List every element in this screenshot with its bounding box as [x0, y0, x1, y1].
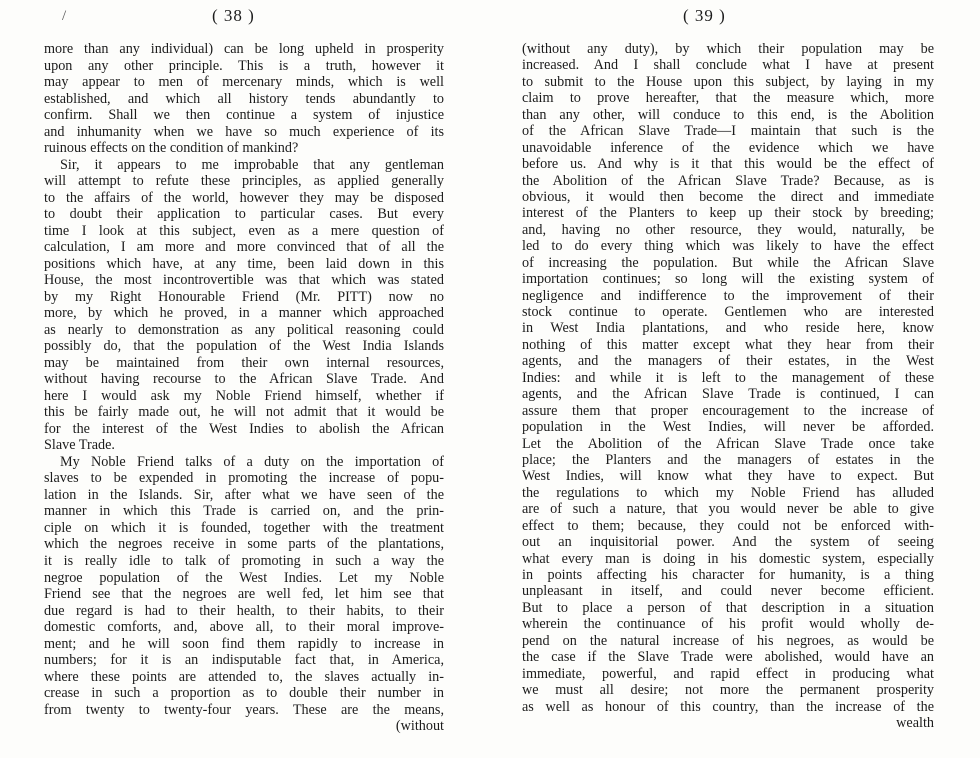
text-line: importation continues; so long will the existing system of: [522, 271, 934, 288]
text-line: stock continue to operate. Gentlemen who are interested: [522, 304, 934, 320]
text-line: to doubt their application to particular cases. But every: [44, 206, 444, 223]
text-line: as nearly to demonstration as any political reasoning could: [44, 321, 444, 338]
text-line: increased. And I shall conclude what I have at present: [522, 57, 934, 74]
text-line: here I would ask my Noble Friend himself, whether if: [44, 387, 444, 404]
text-line: may appear to men of mercenary minds, which is well: [44, 74, 444, 91]
text-line: and inhumanity when we have so much experience of its: [44, 123, 444, 140]
text-line: before us. And why is it that this would be the effect of: [522, 156, 934, 173]
text-line: of the African Slave Trade—I maintain that such is the: [522, 123, 934, 140]
text-line: more, by which he proved, in a manner which approached: [44, 305, 444, 322]
text-line: calculation, I am more and more convinced that of all the: [44, 239, 444, 256]
text-line: ruinous effects on the condition of mankind?: [44, 140, 299, 157]
text-line: time I look at this subject, even as a mere question of: [44, 222, 444, 239]
text-line: manner in which this Trade is carried on, and the prin-: [44, 503, 444, 520]
text-line: and, having no other resource, they would, naturally, be: [522, 221, 934, 238]
text-line: for the interest of the West Indies to abolish the African: [44, 420, 444, 437]
text-line: agents, and the managers of their estates, in the West: [522, 353, 934, 370]
text-line: due regard is had to their health, to their habits, to their: [44, 602, 444, 619]
text-line: ment; and he will soon find them rapidly to increase in: [44, 635, 444, 652]
text-line: My Noble Friend talks of a duty on the importation of: [60, 453, 444, 470]
text-line: slaves to be expended in promoting the increase of popu-: [44, 470, 444, 487]
text-line: without having recourse to the African Slave Trade. And: [44, 371, 444, 388]
text-line: ciple on which it is founded, together with the treatment: [44, 519, 444, 536]
text-line: effect to them; because, they could not be enforced with-: [522, 517, 934, 534]
text-line: from twenty to twenty-four years. These are the means,: [44, 701, 444, 718]
right-page-text: [522, 41, 934, 731]
text-line: negligence and indifference to the improvement of their: [522, 287, 934, 304]
text-line: are of such a nature, that you would never be able to give: [522, 501, 934, 518]
text-line: we must all desire; not more the permanent prosperity: [522, 682, 934, 699]
left-page-number: ( 38 ): [212, 6, 255, 25]
text-line: wherein the continuance of his profit would wholly de-: [522, 616, 934, 633]
text-line: which the negroes receive in some parts of the plantations,: [44, 536, 444, 553]
text-line: Sir, it appears to me improbable that any gentleman: [60, 156, 444, 173]
text-line: domestic comforts, and, above all, to their moral improve-: [44, 619, 444, 636]
text-line: assure them that proper encouragement to the increase of: [522, 402, 934, 419]
text-line: interest of the Planters to keep up their stock by breeding;: [522, 205, 934, 222]
corner-mark: /: [62, 8, 67, 24]
text-line: will attempt to refute these principles, as applied generally: [44, 173, 444, 190]
text-line: the Abolition of the African Slave Trade? Because, as is: [522, 172, 934, 189]
text-line: Indies: and while it is left to the management of these: [522, 369, 934, 386]
text-line: led to do every thing which was likely to have the effect: [522, 238, 934, 255]
right-page: [490, 0, 980, 758]
text-line: positions which have, at any time, been laid down in this: [44, 255, 444, 272]
text-line: as well as honour of this country, than the increase of the: [522, 698, 934, 715]
text-line: to submit to the House upon this subject, by laying in my: [522, 73, 934, 90]
text-line: crease in such a proportion as to double their number in: [44, 685, 444, 702]
text-line: place; the Planters and the managers of estates in the: [522, 451, 934, 468]
text-line: more than any individual) can be long upheld in prosperity: [44, 41, 444, 57]
text-line: upon any other principle. This is a truth, however it: [44, 57, 444, 74]
text-line: what every man is doing in his domestic system, especially: [522, 550, 934, 567]
text-line: numbers; for it is an indisputable fact that, in America,: [44, 652, 444, 669]
text-line: where these points are attended to, the slaves actually in-: [44, 668, 444, 685]
text-line: out an inquisitorial power. And the system of seeing: [522, 534, 934, 551]
text-line: obvious, it would then become the direct and immediate: [522, 188, 934, 205]
text-line: the regulations to which my Noble Friend has alluded: [522, 484, 934, 501]
text-line: lation in the Islands. Sir, after what we have seen of the: [44, 486, 444, 503]
text-line: agents, and the African Slave Trade is continued, I can: [522, 386, 934, 403]
text-line: may be maintained from their own internal resources,: [44, 354, 444, 371]
text-line: established, and which all history tends abundantly to: [44, 90, 444, 107]
text-line: in West India plantations, and who reside here, know: [522, 320, 934, 337]
text-line: West Indies, will know what they have to expect. But: [522, 468, 934, 485]
text-line: (without any duty), by which their population may be: [522, 41, 934, 57]
text-line: population in the West Indies, will never be afforded.: [522, 419, 934, 436]
text-line: unpleasant in itself, and could never become efficient.: [522, 583, 934, 600]
text-line: by my Right Honourable Friend (Mr. PITT) now no: [44, 288, 444, 305]
text-line: to the affairs of the world, however they may be disposed: [44, 189, 444, 206]
text-line: negroe population of the West Indies. Let my Noble: [44, 569, 444, 586]
text-line: of increasing the population. But while the African Slave: [522, 254, 934, 271]
text-line: (without: [395, 718, 444, 735]
left-page-text: [44, 41, 444, 735]
text-line: possibly do, that the population of the West India Islands: [44, 338, 444, 355]
text-line: wealth: [896, 714, 934, 731]
text-line: unavoidable inference of the evidence which we have: [522, 139, 934, 156]
text-line: the case if the Slave Trade were abolished, would have an: [522, 649, 934, 666]
text-line: pend on the natural increase of his negroes, as would be: [522, 632, 934, 649]
text-line: Let the Abolition of the African Slave Trade once take: [522, 435, 934, 452]
text-line: nothing of this matter except what they hear from their: [522, 336, 934, 353]
text-line: claim to prove hereafter, that the measure which, more: [522, 90, 934, 107]
text-line: Friend see that the negroes are well fed, let him see that: [44, 586, 444, 603]
text-line: this be fairly made out, he will not admit that it would be: [44, 404, 444, 421]
text-line: immediate, powerful, and rapid effect in producing what: [522, 665, 934, 682]
text-line: confirm. Shall we then continue a system of injustice: [44, 107, 444, 124]
text-line: House, the most incontrovertible was that which was stated: [44, 272, 444, 289]
text-line: in points affecting his character for humanity, is a thing: [522, 567, 934, 583]
right-page-number: ( 39 ): [683, 6, 726, 25]
text-line: than any other, will conduce to this end, is the Abolition: [522, 106, 934, 123]
text-line: it is really idle to talk of promoting in such a way the: [44, 552, 444, 569]
text-line: But to place a person of that description in a situation: [522, 599, 934, 616]
text-line: Slave Trade.: [44, 437, 115, 454]
